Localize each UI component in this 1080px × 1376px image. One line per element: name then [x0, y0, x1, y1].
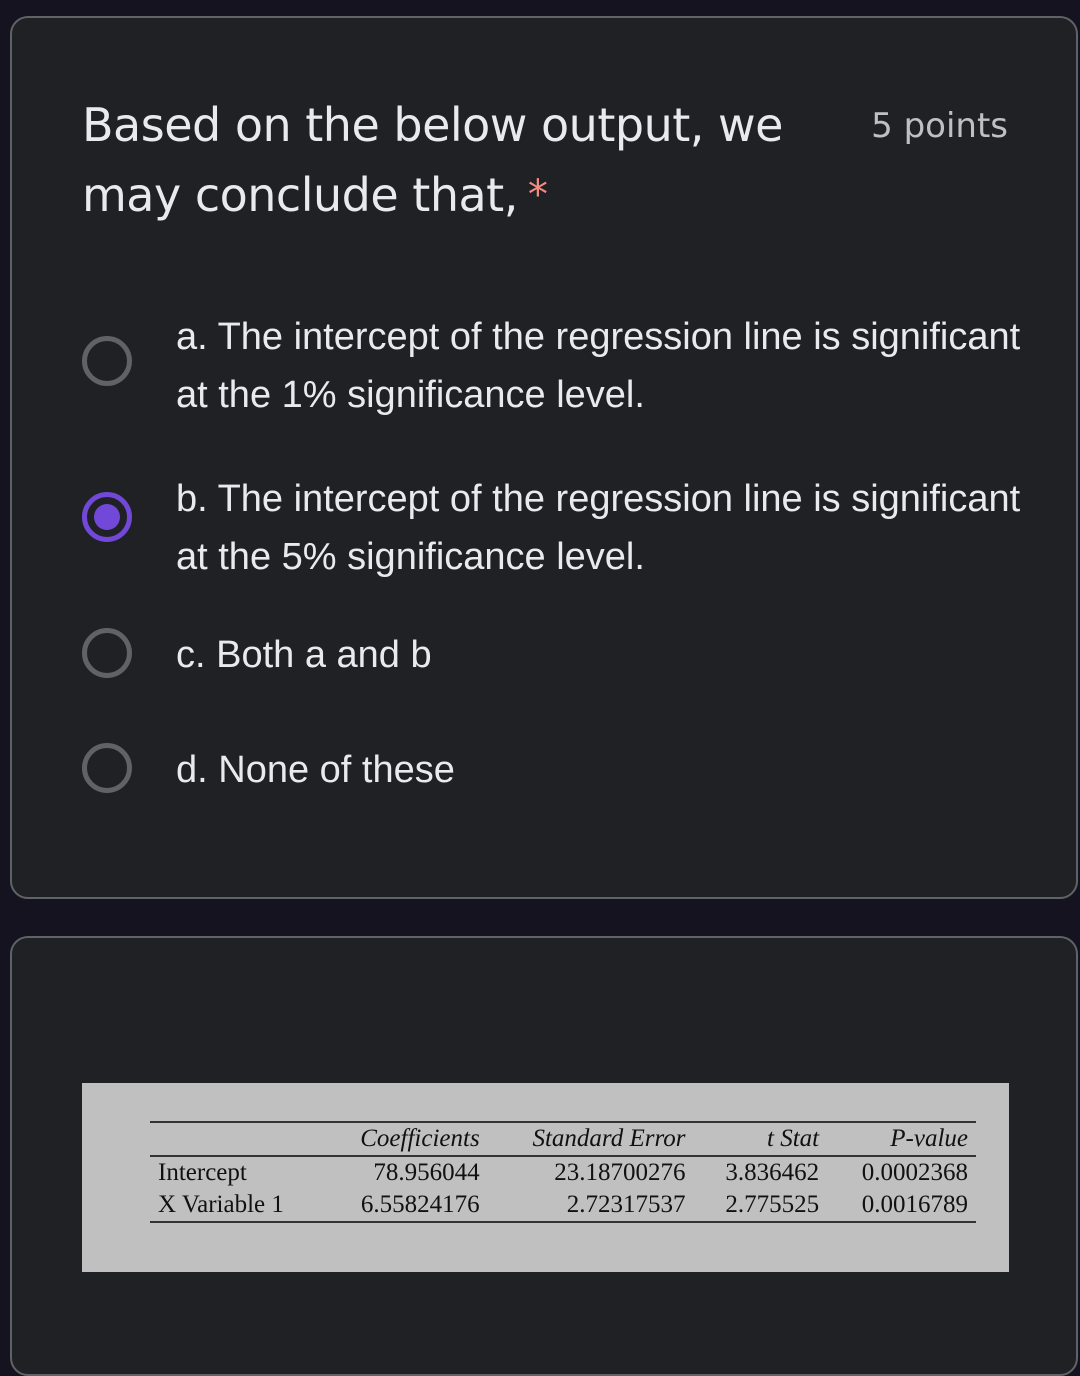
table-header-row [150, 1122, 976, 1156]
header-cell [150, 1122, 323, 1156]
header-cell: Coefficients [360, 1125, 480, 1152]
question-title-text: Based on the below output, we may conclude that, [82, 98, 783, 222]
question-title [82, 90, 852, 230]
option-d[interactable] [82, 743, 1042, 801]
table-cell: 2.72317537 [566, 1191, 686, 1218]
option-a-label: a. The intercept of the regression line is significant at the 1% significance level. [176, 316, 1021, 416]
table-cell: 2.775525 [725, 1191, 820, 1218]
table-cell: Intercept [158, 1159, 247, 1186]
radio-selected-dot [94, 504, 120, 530]
table-cell: 0.0016789 [861, 1191, 968, 1218]
option-b[interactable] [82, 470, 1042, 586]
radio-button-c[interactable] [82, 628, 132, 678]
table-cell: 23.18700276 [554, 1159, 686, 1186]
option-a[interactable] [82, 308, 1042, 424]
header-cell: P-value [890, 1125, 968, 1152]
radio-button-a[interactable] [82, 336, 132, 386]
table-cell: X Variable 1 [158, 1191, 284, 1218]
option-c[interactable] [82, 628, 1042, 686]
option-d-label: d. None of these [176, 749, 455, 791]
header-cell: Standard Error [532, 1125, 686, 1152]
required-asterisk: * [527, 172, 548, 218]
table-cell: 0.0002368 [861, 1159, 968, 1186]
image-card [10, 936, 1078, 1376]
points-label: 5 points [871, 106, 1008, 146]
option-b-label: b. The intercept of the regression line is significant at the 5% significance level. [176, 478, 1021, 578]
table-cell: 6.55824176 [360, 1191, 480, 1218]
table-row [150, 1189, 976, 1222]
question-card [10, 16, 1078, 899]
regression-output-image [82, 1083, 1009, 1272]
radio-button-b-selected[interactable] [82, 492, 132, 542]
regression-table [150, 1121, 976, 1223]
option-c-label: c. Both a and b [176, 634, 432, 676]
table-cell: 78.956044 [373, 1159, 480, 1186]
header-cell: t Stat [767, 1125, 820, 1152]
table-cell: 3.836462 [725, 1159, 820, 1186]
table-row [150, 1156, 976, 1189]
radio-button-d[interactable] [82, 743, 132, 793]
